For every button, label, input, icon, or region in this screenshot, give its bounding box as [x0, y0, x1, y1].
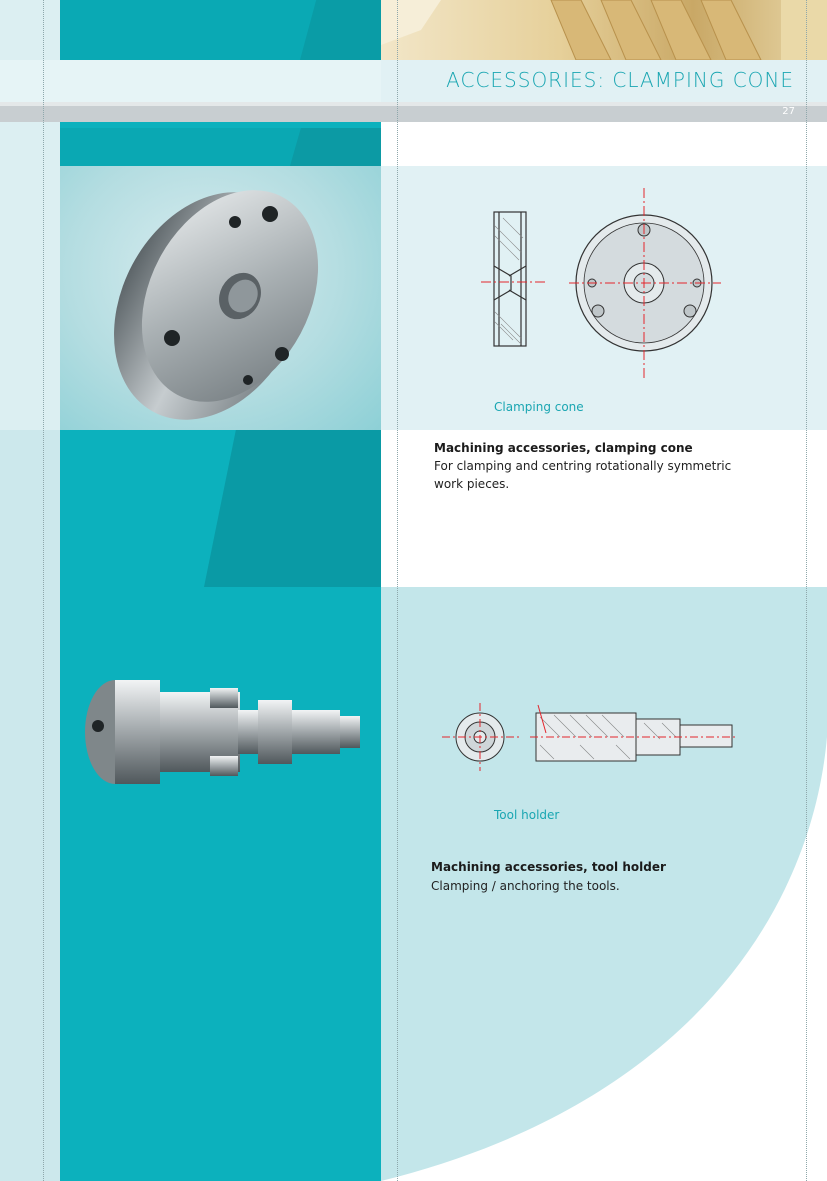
clamping-cone-illustration: [60, 166, 381, 430]
description-tool-holder: Clamping / anchoring the tools.: [431, 879, 620, 893]
clamping-cone-photo: [60, 166, 381, 430]
tool-holder-photo: [60, 640, 381, 820]
margin-guide-right: [806, 0, 807, 1181]
caption-tool-holder: Tool holder: [494, 808, 560, 822]
caption-clamping-cone: Clamping cone: [494, 400, 584, 414]
page-number: 27: [782, 106, 795, 117]
gear-photo: [381, 0, 827, 60]
grey-band-highlight: [0, 102, 827, 106]
tool-holder-drawing: [430, 695, 750, 775]
clamping-cone-technical-drawing: [381, 166, 827, 430]
title-band-left: [0, 60, 381, 102]
margin-guide-left: [43, 0, 44, 1181]
tool-holder-illustration: [60, 640, 381, 820]
page-title: ACCESSORIES: CLAMPING CONE: [446, 68, 794, 92]
gear-photo-band: [381, 0, 827, 60]
teal-mid-shard: [290, 128, 381, 166]
margin-guide-middle: [397, 0, 398, 1181]
clamping-cone-text-panel: [381, 430, 827, 587]
clamping-cone-drawing-panel: [381, 166, 827, 430]
heading-clamping-cone: Machining accessories, clamping cone: [434, 441, 693, 455]
tool-holder-technical-drawing: [430, 695, 750, 775]
heading-tool-holder: Machining accessories, tool holder: [431, 860, 666, 874]
left-pale-strip: [0, 122, 60, 166]
description-clamping-cone: For clamping and centring rotationally symmetric work pieces.: [434, 459, 732, 491]
